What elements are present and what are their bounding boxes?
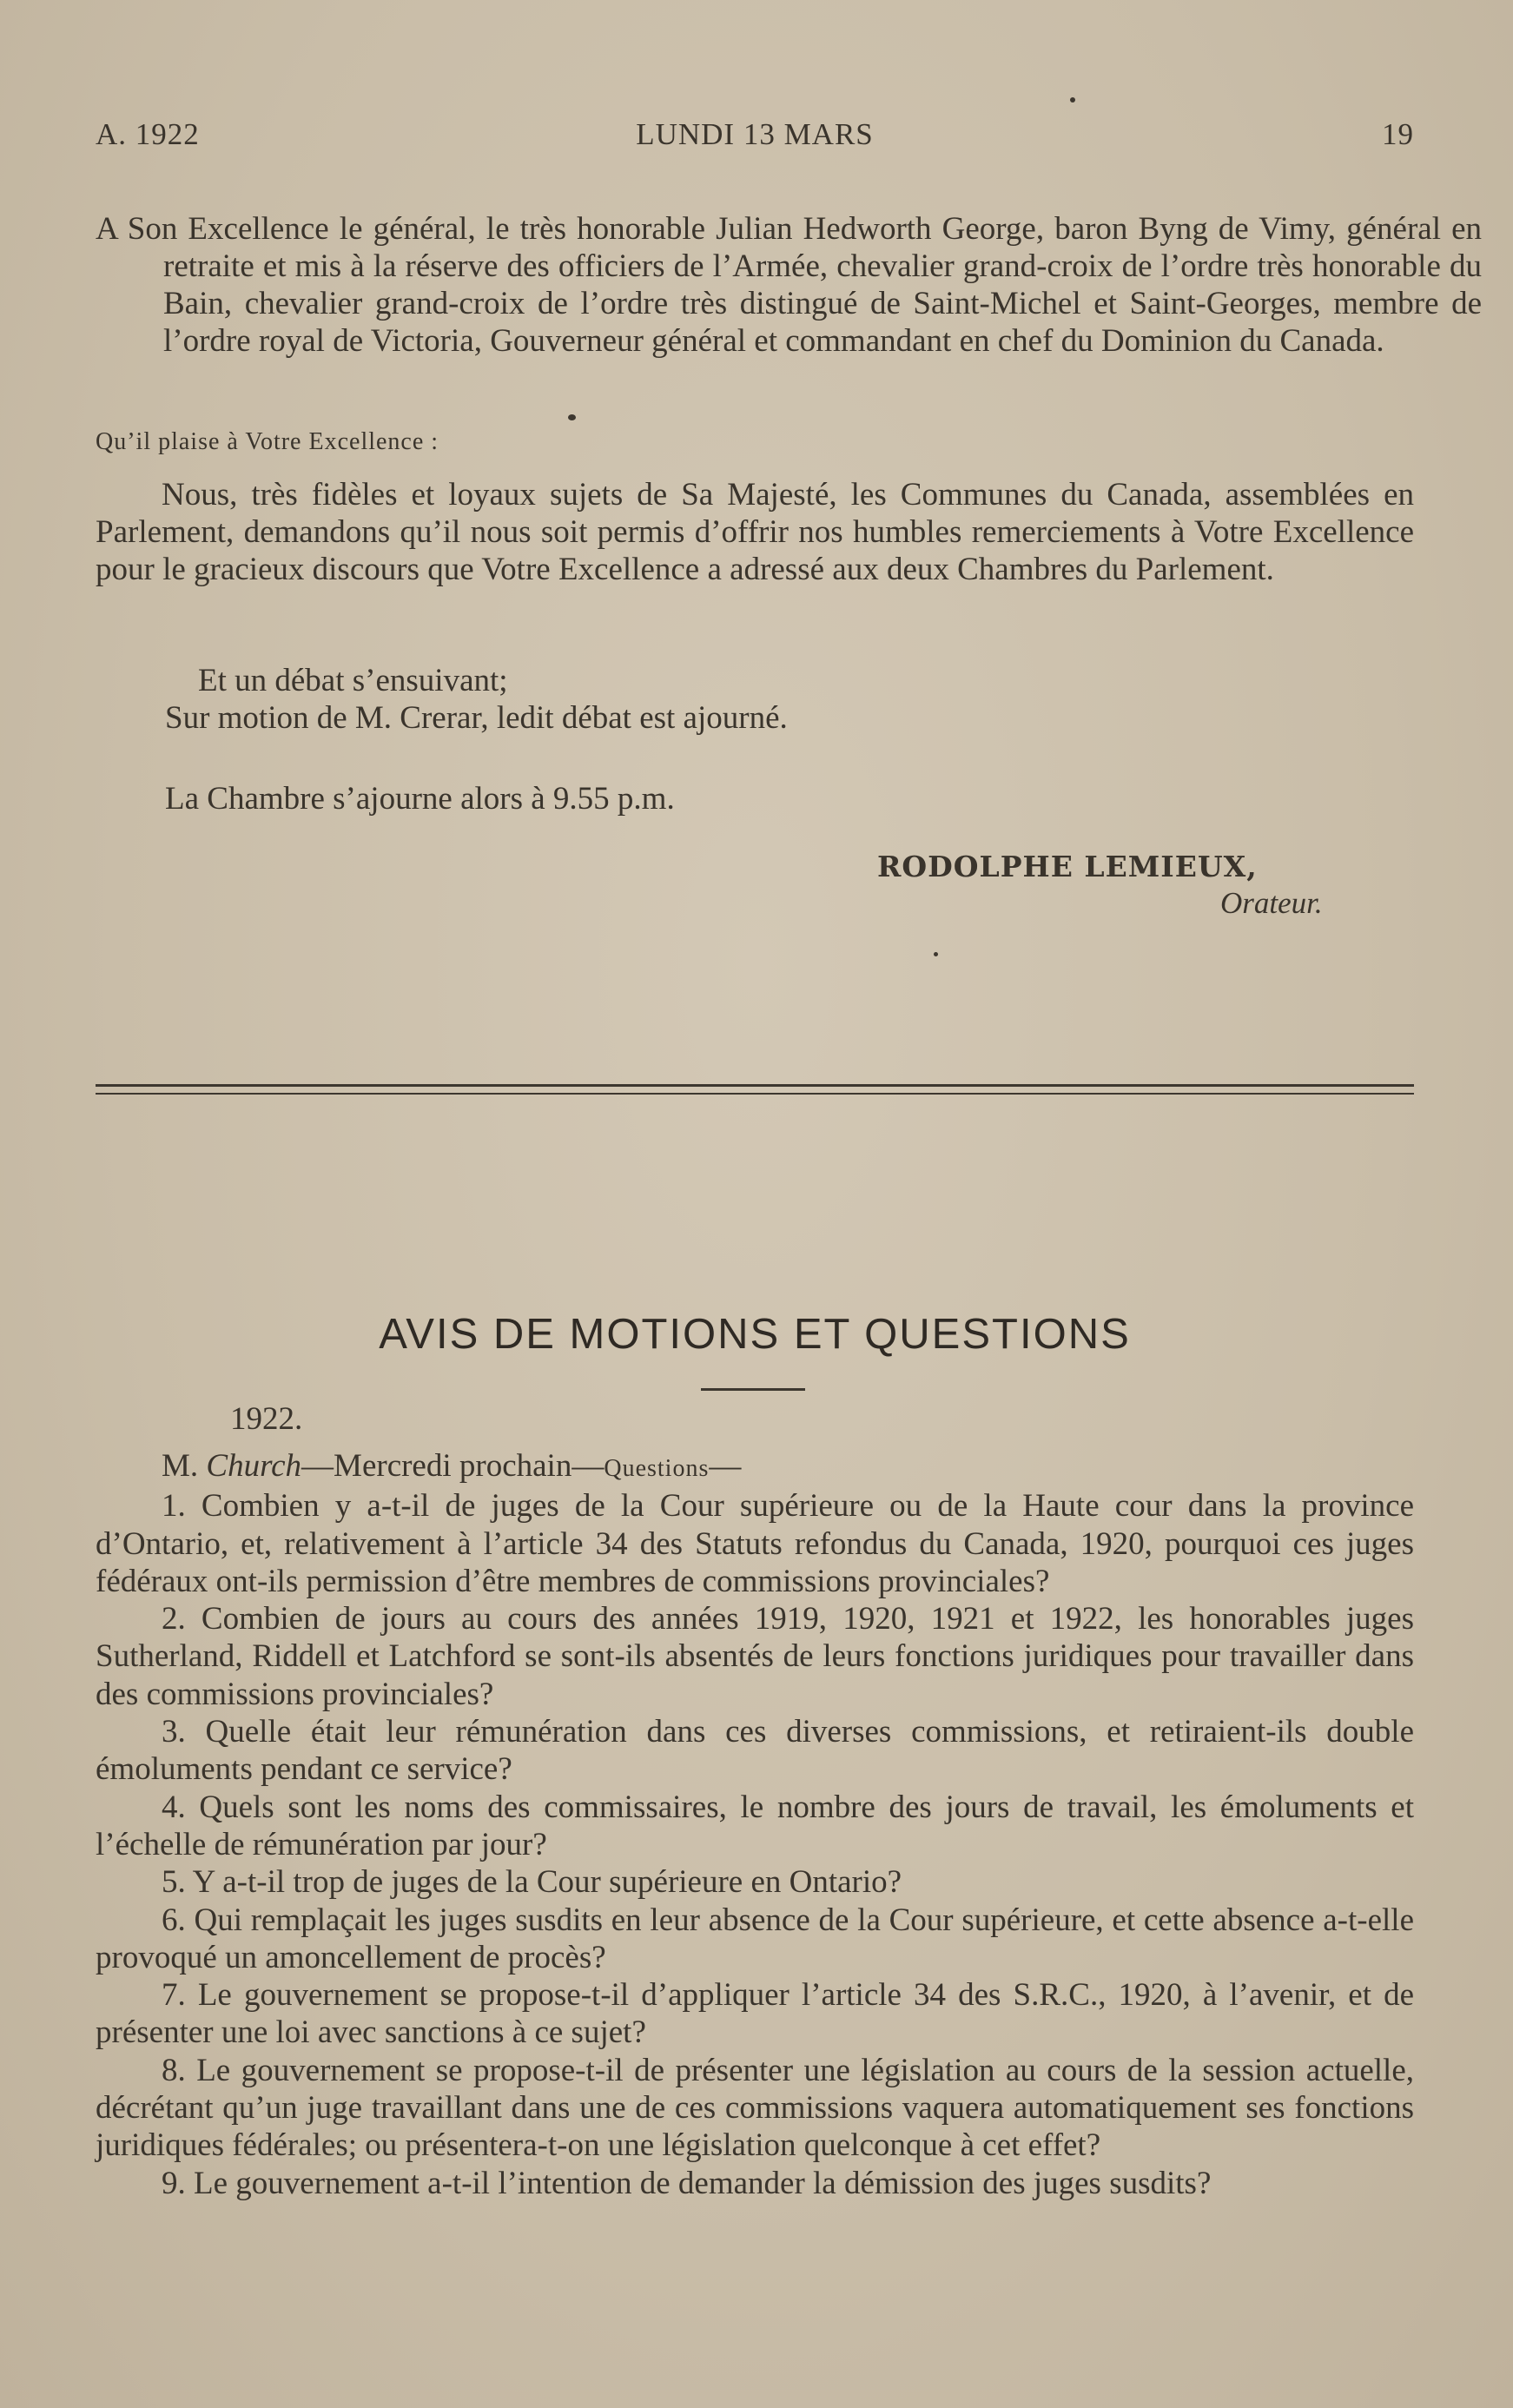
plea-body: Nous, très fidèles et loyaux sujets de Sa Majesté, les Communes du Canada, assemblées en Parlement, demandons qu’il nous soit permis d’offrir nos humbles remerciements à Votre Excellence pour le gracieux discours que Votre Excellence a adressé aux deux Chambres du Parlement.	[96, 477, 1414, 587]
signature-name: RODOLPHE LEMIEUX,	[877, 850, 1258, 883]
header-date: LUNDI 13 MARS	[636, 117, 874, 151]
double-rule-top	[96, 1084, 1414, 1087]
question-item: 3. Quelle était leur rémunération dans ces diverses commissions, et retiraient-ils double émoluments pendant ce service?	[96, 1714, 1414, 1788]
question-item: 1. Combien y a-t-il de juges de la Cour supérieure ou de la Haute cour dans la province d’Ontario, et, relativement à l’article 34 des Statuts refondus du Canada, 1920, pourquoi ces juges fédéraux ont-ils permission d’être membres de commissions provinciales?	[96, 1488, 1414, 1599]
debate-line: Et un débat s’ensuivant;	[198, 663, 508, 698]
question-item: 7. Le gouvernement se propose-t-il d’appliquer l’article 34 des S.R.C., 1920, à l’avenir, et de présenter une loi avec sanctions à ce sujet?	[96, 1977, 1414, 2051]
paper-speck	[568, 414, 576, 420]
signature-title: Orateur.	[1220, 886, 1323, 920]
question-item: 4. Quels sont les noms des commissaires, le nombre des jours de travail, les émoluments et l’échelle de rémunération par jour?	[96, 1789, 1414, 1862]
question-item: 2. Combien de jours au cours des années 1919, 1920, 1921 et 1922, les honorables juges Sutherland, Riddell et Latchford se sont-ils absentés de leurs fonctions juridiques pour travailler dans des commissions provinciales?	[96, 1601, 1414, 1712]
address-paragraph: A Son Excellence le général, le très honorable Julian Hedworth George, baron Byng de Vimy, général en retraite et mis à la réserve des officiers de l’Armée, chevalier grand-croix de l’ordre très honorable du Bain, chevalier grand-croix de l’ordre très distingué de Saint-Michel et Saint-Georges, membre de l’ordre royal de Victoria, Gouverneur général et commandant en chef du Dominion du Canada.	[96, 211, 1482, 359]
question-item: 9. Le gouvernement a-t-il l’intention de demander la démission des juges susdits?	[162, 2165, 1212, 2201]
page-header	[96, 117, 1414, 152]
section-title: AVIS DE MOTIONS ET QUESTIONS	[379, 1311, 1131, 1358]
intro-questions: Questions	[604, 1455, 710, 1482]
intro-prefix: M.	[162, 1448, 207, 1484]
motion-line: Sur motion de M. Crerar, ledit débat est ajourné.	[165, 700, 788, 736]
plea-heading-text: Qu’il plaise à Votre Excellence :	[96, 428, 439, 455]
intro-suffix: —	[709, 1448, 742, 1484]
notices-year: 1922.	[230, 1401, 303, 1437]
paper-speck	[934, 952, 938, 956]
member-name: Church	[206, 1448, 302, 1484]
adjournment-line: La Chambre s’ajourne alors à 9.55 p.m.	[165, 781, 675, 817]
question-item: 5. Y a-t-il trop de juges de la Cour supérieure en Ontario?	[162, 1864, 902, 1901]
plea-heading	[96, 427, 439, 456]
question-item: 8. Le gouvernement se propose-t-il de présenter une législation au cours de la session actuelle, décrétant qu’un juge travaillant dans une de ces commissions vaquera automatiquement ses fonctions juridiques fédérales; ou présentera-t-on une législation quelconque à cet effet?	[96, 2052, 1414, 2164]
questions-list	[96, 1447, 1414, 2202]
page-number: 19	[1382, 117, 1414, 151]
header-year: A. 1922	[96, 117, 200, 151]
debate-block	[165, 662, 788, 737]
questions-intro	[96, 1447, 1414, 1487]
title-underline	[701, 1388, 805, 1391]
intro-middle: —Mercredi prochain—	[301, 1448, 605, 1484]
paper-speck	[1070, 97, 1075, 103]
question-item: 6. Qui remplaçait les juges susdits en leur absence de la Cour supérieure, et cette absence a-t-elle provoqué un amoncellement de procès?	[96, 1902, 1414, 1975]
double-rule-bottom	[96, 1093, 1414, 1095]
